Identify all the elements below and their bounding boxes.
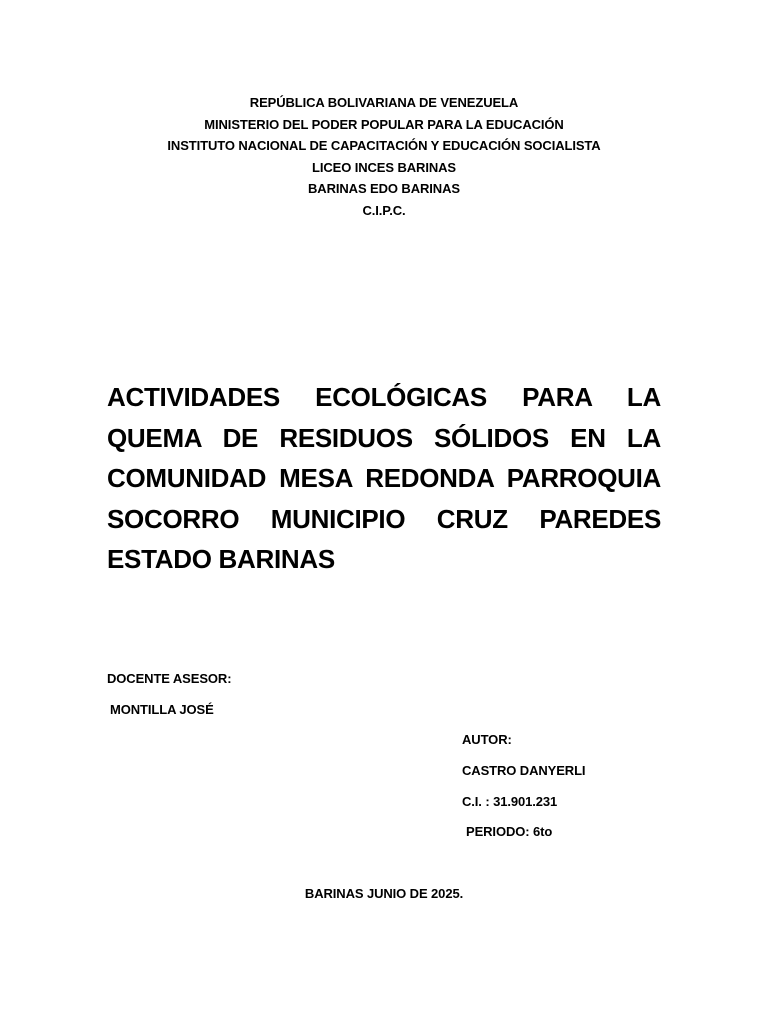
advisor-label: DOCENTE ASESOR: xyxy=(107,671,232,686)
header-line-institute: INSTITUTO NACIONAL DE CAPACITACIÓN Y EDUCACIÓN SOCIALISTA xyxy=(167,138,601,154)
header-line-cipc: C.I.P.C. xyxy=(362,202,406,218)
institution-header xyxy=(0,92,768,222)
header-line-ministry: MINISTERIO DEL PODER POPULAR PARA LA EDUCACIÓN xyxy=(204,116,564,132)
author-label: AUTOR: xyxy=(462,732,512,747)
author-id-number: C.I. : 31.901.231 xyxy=(462,794,558,809)
document-title: ACTIVIDADES ECOLÓGICAS PARA LA QUEMA DE RESIDUOS SÓLIDOS EN LA COMUNIDAD MESA REDONDA PARROQUIA SOCORRO MUNICIPIO CRUZ PAREDES ESTADO BARINAS xyxy=(107,382,661,574)
header-line-location: BARINAS EDO BARINAS xyxy=(308,181,460,197)
header-line-country: REPÚBLICA BOLIVARIANA DE VENEZUELA xyxy=(249,95,519,110)
advisor-name: MONTILLA JOSÉ xyxy=(110,702,214,717)
author-name: CASTRO DANYERLI xyxy=(462,763,586,778)
header-line-school: LICEO INCES BARINAS xyxy=(311,159,456,175)
author-period: PERIODO: 6to xyxy=(466,824,553,839)
place-and-date: BARINAS JUNIO DE 2025. xyxy=(304,886,464,901)
